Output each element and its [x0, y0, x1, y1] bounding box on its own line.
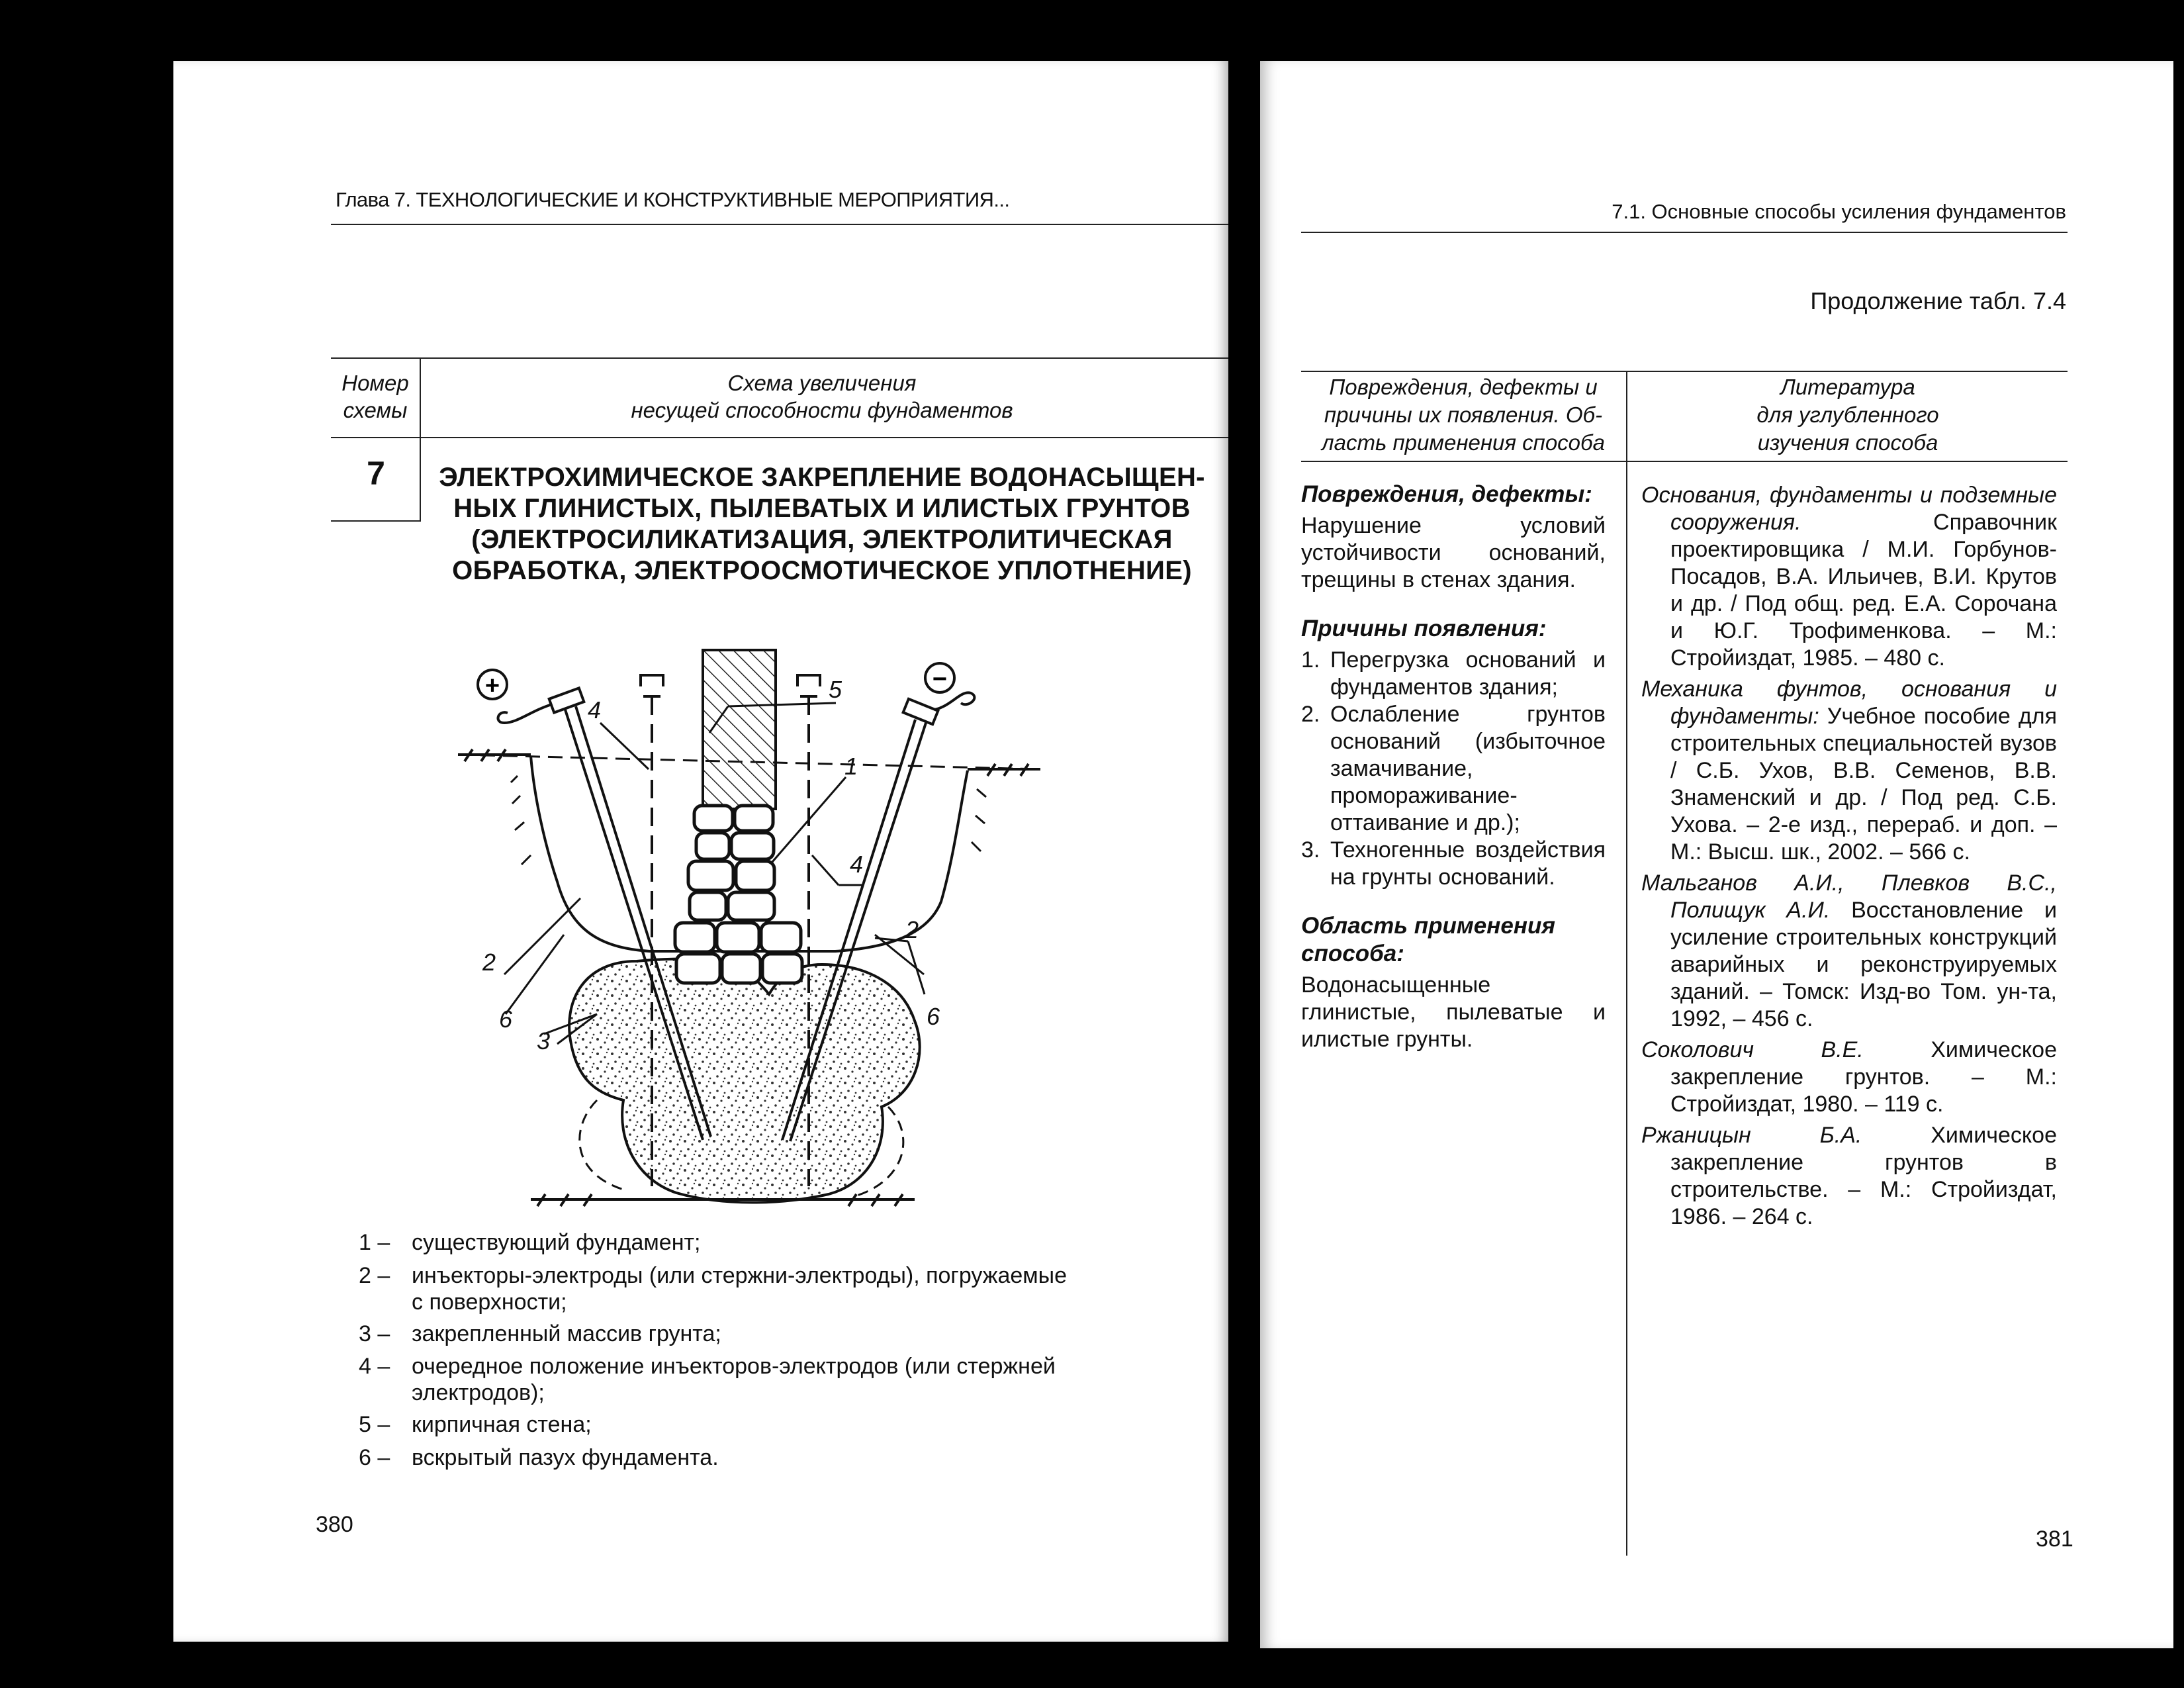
legend-text: закрепленный массив грунта;	[412, 1321, 721, 1346]
header-number-line2: схемы	[343, 398, 408, 422]
header-number-line1: Номер	[341, 371, 409, 395]
causes-list	[1301, 647, 1606, 891]
scheme-title-line1: ЭЛЕКТРОХИМИЧЕСКОЕ ЗАКРЕПЛЕНИЕ ВОДОНАСЫЩЕН-	[439, 463, 1205, 492]
legend-num: 2 –	[359, 1263, 390, 1288]
callout-2-left: 2	[482, 949, 496, 976]
application-heading: Область применения способа:	[1301, 913, 1555, 966]
causes-heading: Причины появления:	[1301, 616, 1547, 641]
running-head-right: 7.1. Основные способы усиления фундаментов	[1612, 200, 2066, 223]
scheme-title-line4: ОБРАБОТКА, ЭЛЕКТРООСМОТИЧЕСКОЕ УПЛОТНЕНИЕ)	[452, 556, 1192, 585]
reference-item: Основания, фундаменты и подземные сооружения. Справочник проектировщика / М.И. Горбунов-Посадов, В.А. Ильичев, В.И. Крутов и др. / Под общ. ред. Е.А. Сорочана и Ю.Г. Трофименкова. – М.: Стройиздат, 1985. – 480 с.	[1641, 483, 2057, 671]
table-column-rule-right	[1626, 371, 1627, 1556]
table-header-bottom-rule-right	[1301, 461, 2068, 462]
legend-num: 4 –	[359, 1354, 390, 1379]
legend-text: кирпичная стена;	[412, 1412, 592, 1437]
legend-text: инъекторы-электроды (или стержни-электроды), погружаемые с поверхности;	[412, 1263, 1068, 1315]
header-damages-column	[1301, 373, 1625, 457]
legend-num: 3 –	[359, 1321, 390, 1346]
callout-3: 3	[537, 1027, 551, 1055]
scheme-title-line3: (ЭЛЕКТРОСИЛИКАТИЗАЦИЯ, ЭЛЕКТРОЛИТИЧЕСКАЯ	[471, 525, 1173, 554]
left-page	[173, 61, 1228, 1642]
damages-heading: Повреждения, дефекты:	[1301, 481, 1592, 507]
table-continuation: Продолжение табл. 7.4	[1810, 287, 2066, 314]
cause-item: 2. Ослабление грунтов оснований (избыточное замачивание, промораживание-оттаивание и др.);	[1301, 702, 1606, 835]
stabilized-soil-mass	[569, 959, 920, 1203]
legend-num: 1 –	[359, 1230, 390, 1255]
svg-text:−: −	[932, 665, 948, 693]
legend-num: 5 –	[359, 1412, 390, 1437]
table-top-rule-right	[1301, 371, 2068, 372]
callout-6-right: 6	[927, 1003, 940, 1030]
cause-item: 1. Перегрузка оснований и фундаментов здания;	[1301, 647, 1606, 700]
page-number-left: 380	[316, 1512, 353, 1537]
legend-text: очередное положение инъекторов-электродов (или стержней электродов);	[412, 1354, 1056, 1405]
damages-column	[1301, 481, 1606, 1053]
callout-5: 5	[829, 676, 842, 703]
legend-item	[359, 1353, 1087, 1407]
header-literature-line1: Литература	[1780, 375, 1915, 399]
header-damages-line2: причины их появления. Об-	[1324, 402, 1603, 427]
running-head-left: Глава 7. ТЕХНОЛОГИЧЕСКИЕ И КОНСТРУКТИВНЫЕ МЕРОПРИЯТИЯ...	[336, 188, 1010, 211]
callout-6-left: 6	[499, 1006, 513, 1033]
existing-foundation	[675, 806, 802, 983]
svg-text:+: +	[484, 672, 500, 700]
minus-terminal	[925, 663, 954, 693]
right-page	[1260, 61, 2173, 1648]
callout-4-right: 4	[850, 851, 864, 878]
legend-item	[359, 1444, 1087, 1472]
scheme-number: 7	[367, 455, 385, 492]
reference-item: Мальганов А.И., Плевков В.С., Полищук А.И. Восстановление и усиление строительных конструкций аварийных и реконструируемых зданий. – Томск: Изд-во Том. ун-та, 1992, – 456 с.	[1641, 870, 2057, 1031]
legend-item	[359, 1321, 1087, 1348]
legend-item	[359, 1411, 1087, 1439]
cause-item: 3. Техногенные воздействия на грунты оснований.	[1301, 837, 1606, 890]
legend-item	[359, 1262, 1087, 1317]
brick-wall	[703, 650, 776, 809]
running-head-rule-right	[1301, 232, 2068, 233]
legend-num: 6 –	[359, 1445, 390, 1470]
application-text: Водонасыщенные глинистые, пылеватые и илистые грунты.	[1301, 972, 1606, 1052]
reference-item: Механика фунтов, основания и фундаменты: Учебное пособие для строительных специальностей вузов / С.Б. Ухов, В.В. Семенов, В.В. Знаменский и др. / Под ред. С.Б. Ухова. – 2-е изд., перераб. и доп. – М.: Высш. шк., 2002. – 566 с.	[1641, 677, 2057, 865]
legend-text: существующий фундамент;	[412, 1230, 701, 1255]
reference-item: Соколович В.Е. Химическое закрепление грунтов. – М.: Стройиздат, 1980. – 119 с.	[1641, 1037, 2057, 1117]
legend-item	[359, 1229, 1087, 1257]
header-damages-line1: Повреждения, дефекты и	[1329, 375, 1598, 399]
references-list	[1641, 482, 2057, 1235]
plus-terminal	[478, 670, 507, 700]
page-number-right: 381	[2036, 1526, 2073, 1552]
callout-2-right: 2	[905, 916, 919, 943]
header-damages-line3: ласть применения способа	[1322, 430, 1605, 455]
header-literature-line2: для углубленного	[1756, 402, 1939, 427]
scheme-title-line2: НЫХ ГЛИНИСТЫХ, ПЫЛЕВАТЫХ И ИЛИСТЫХ ГРУНТОВ	[453, 494, 1191, 523]
callout-1: 1	[844, 753, 858, 780]
header-literature-line3: изучения способа	[1757, 430, 1938, 455]
header-scheme-line2: несущей способности фундаментов	[631, 398, 1013, 422]
reference-item: Ржаницын Б.А. Химическое закрепление грунтов в строительстве. – М.: Стройиздат, 1986. – 264 с.	[1641, 1123, 2057, 1229]
callout-4-left: 4	[588, 696, 602, 724]
legend-text: вскрытый пазух фундамента.	[412, 1445, 719, 1470]
header-scheme-line1: Схема увеличения	[727, 371, 917, 395]
damages-text: Нарушение условий устойчивости оснований, трещины в стенах здания.	[1301, 513, 1606, 592]
header-literature-column	[1628, 373, 2068, 457]
foundation-scheme-figure	[173, 61, 1228, 1226]
